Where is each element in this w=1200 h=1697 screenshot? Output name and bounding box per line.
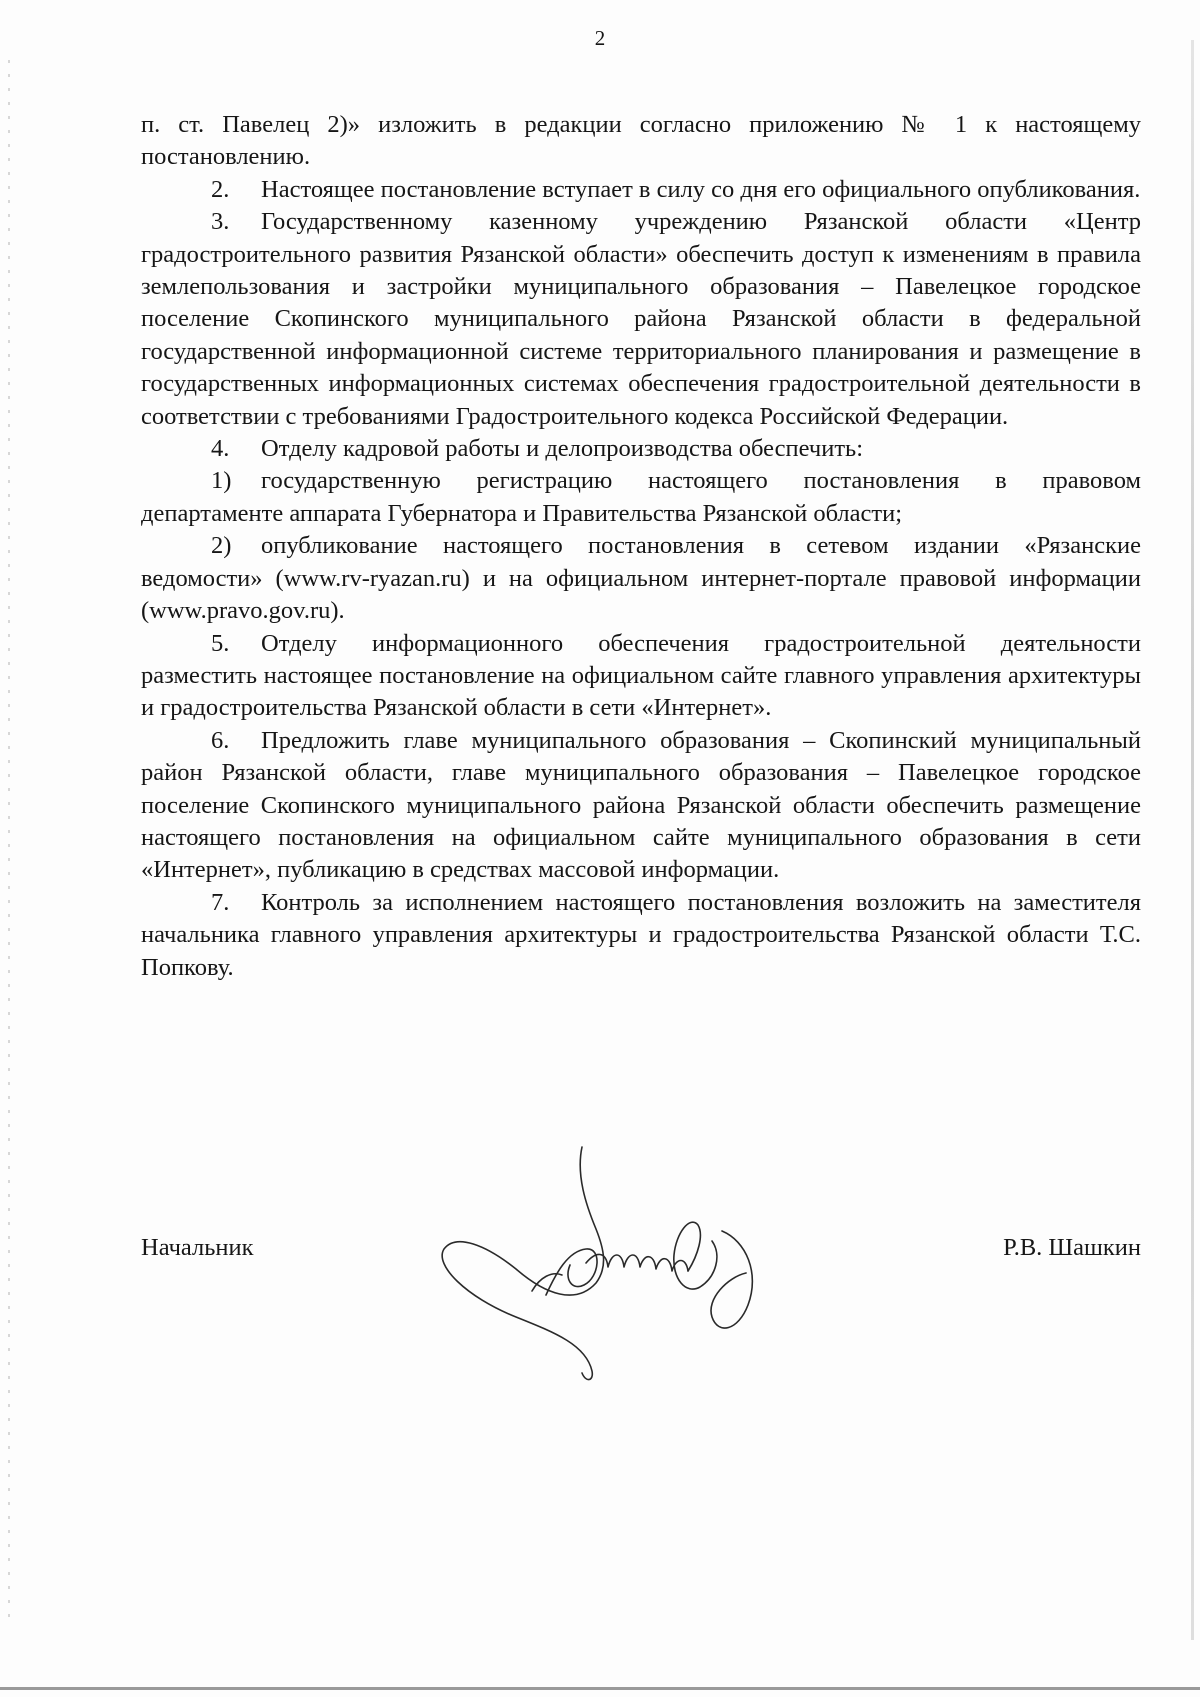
paragraph-text: Отделу информационного обеспечения градостроительной деятельности разместить настоящее постановление на официальном сайте главного управления архитектуры и градостроительства Рязанской области в сети «Интернет». [141, 629, 1141, 722]
scan-bottom-edge [0, 1687, 1200, 1690]
paragraph-text: государственную регистрацию настоящего постановления в правовом департаменте аппарата Губернатора и Правительства Рязанской области; [141, 467, 1141, 527]
handwritten-signature [436, 1145, 776, 1385]
paragraph-number: 7. [211, 888, 230, 916]
paragraph-number: 5. [211, 629, 230, 657]
subparagraph-4-1 [141, 465, 1141, 530]
paragraph-text: Предложить главе муниципального образования – Скопинский муниципальный район Рязанской области, главе муниципального образования – Павелецкое городское поселение Скопинского муниципального района Рязанской области обеспечить размещение настоящего постановления на официальном сайте муниципального образования в сети «Интернет», публикацию в средствах массовой информации. [141, 726, 1141, 884]
paragraph-6 [141, 725, 1141, 887]
paragraph-text: Государственному казенному учреждению Рязанской области «Центр градостроительного развития Рязанской области» обеспечить доступ к изменениям в правила землепользования и застройки муниципального образования – Павелецкое городское поселение Скопинского муниципального района Рязанской области в федеральной государственной информационной системе территориального планирования и размещение в государственных информационных системах обеспечения градостроительной деятельности в соответствии с требованиями Градостроительного кодекса Российской Федерации. [141, 208, 1141, 430]
paragraph-3 [141, 206, 1141, 433]
paragraph-text: опубликование настоящего постановления в сетевом издании «Рязанские ведомости» (www.rv-ryazan.ru) и на официальном интернет-портале правовой информации (www.pravo.gov.ru). [141, 532, 1141, 625]
paragraph-continuation [141, 109, 1141, 174]
paragraph-number: 2. [211, 175, 230, 203]
paragraph-number: 2) [211, 532, 232, 560]
paragraph-4 [141, 433, 1141, 465]
paragraph-number: 1) [211, 467, 232, 495]
signer-position: Начальник [141, 1234, 254, 1261]
scan-right-edge [1191, 40, 1194, 1640]
scan-left-edge [8, 60, 10, 1620]
subparagraph-4-2 [141, 530, 1141, 627]
paragraph-number: 3. [211, 208, 230, 236]
paragraph-7 [141, 887, 1141, 984]
paragraph-text: Контроль за исполнением настоящего постановления возложить на заместителя начальника главного управления архитектуры и градостроительства Рязанской области Т.С. Попкову. [141, 888, 1141, 981]
document-body [141, 109, 1141, 984]
page-number: 2 [594, 26, 606, 50]
paragraph-number: 4. [211, 435, 230, 463]
signer-name: Р.В. Шашкин [1003, 1234, 1141, 1261]
paragraph-text: Настоящее постановление вступает в силу со дня его официального опубликования. [261, 175, 1141, 203]
paragraph-2 [141, 174, 1141, 206]
paragraph-text: п. ст. Павелец 2)» изложить в редакции согласно приложению № 1 к настоящему постановлению. [141, 111, 1141, 171]
paragraph-5 [141, 628, 1141, 725]
paragraph-text: Отделу кадровой работы и делопроизводства обеспечить: [261, 435, 864, 463]
paragraph-number: 6. [211, 726, 230, 754]
